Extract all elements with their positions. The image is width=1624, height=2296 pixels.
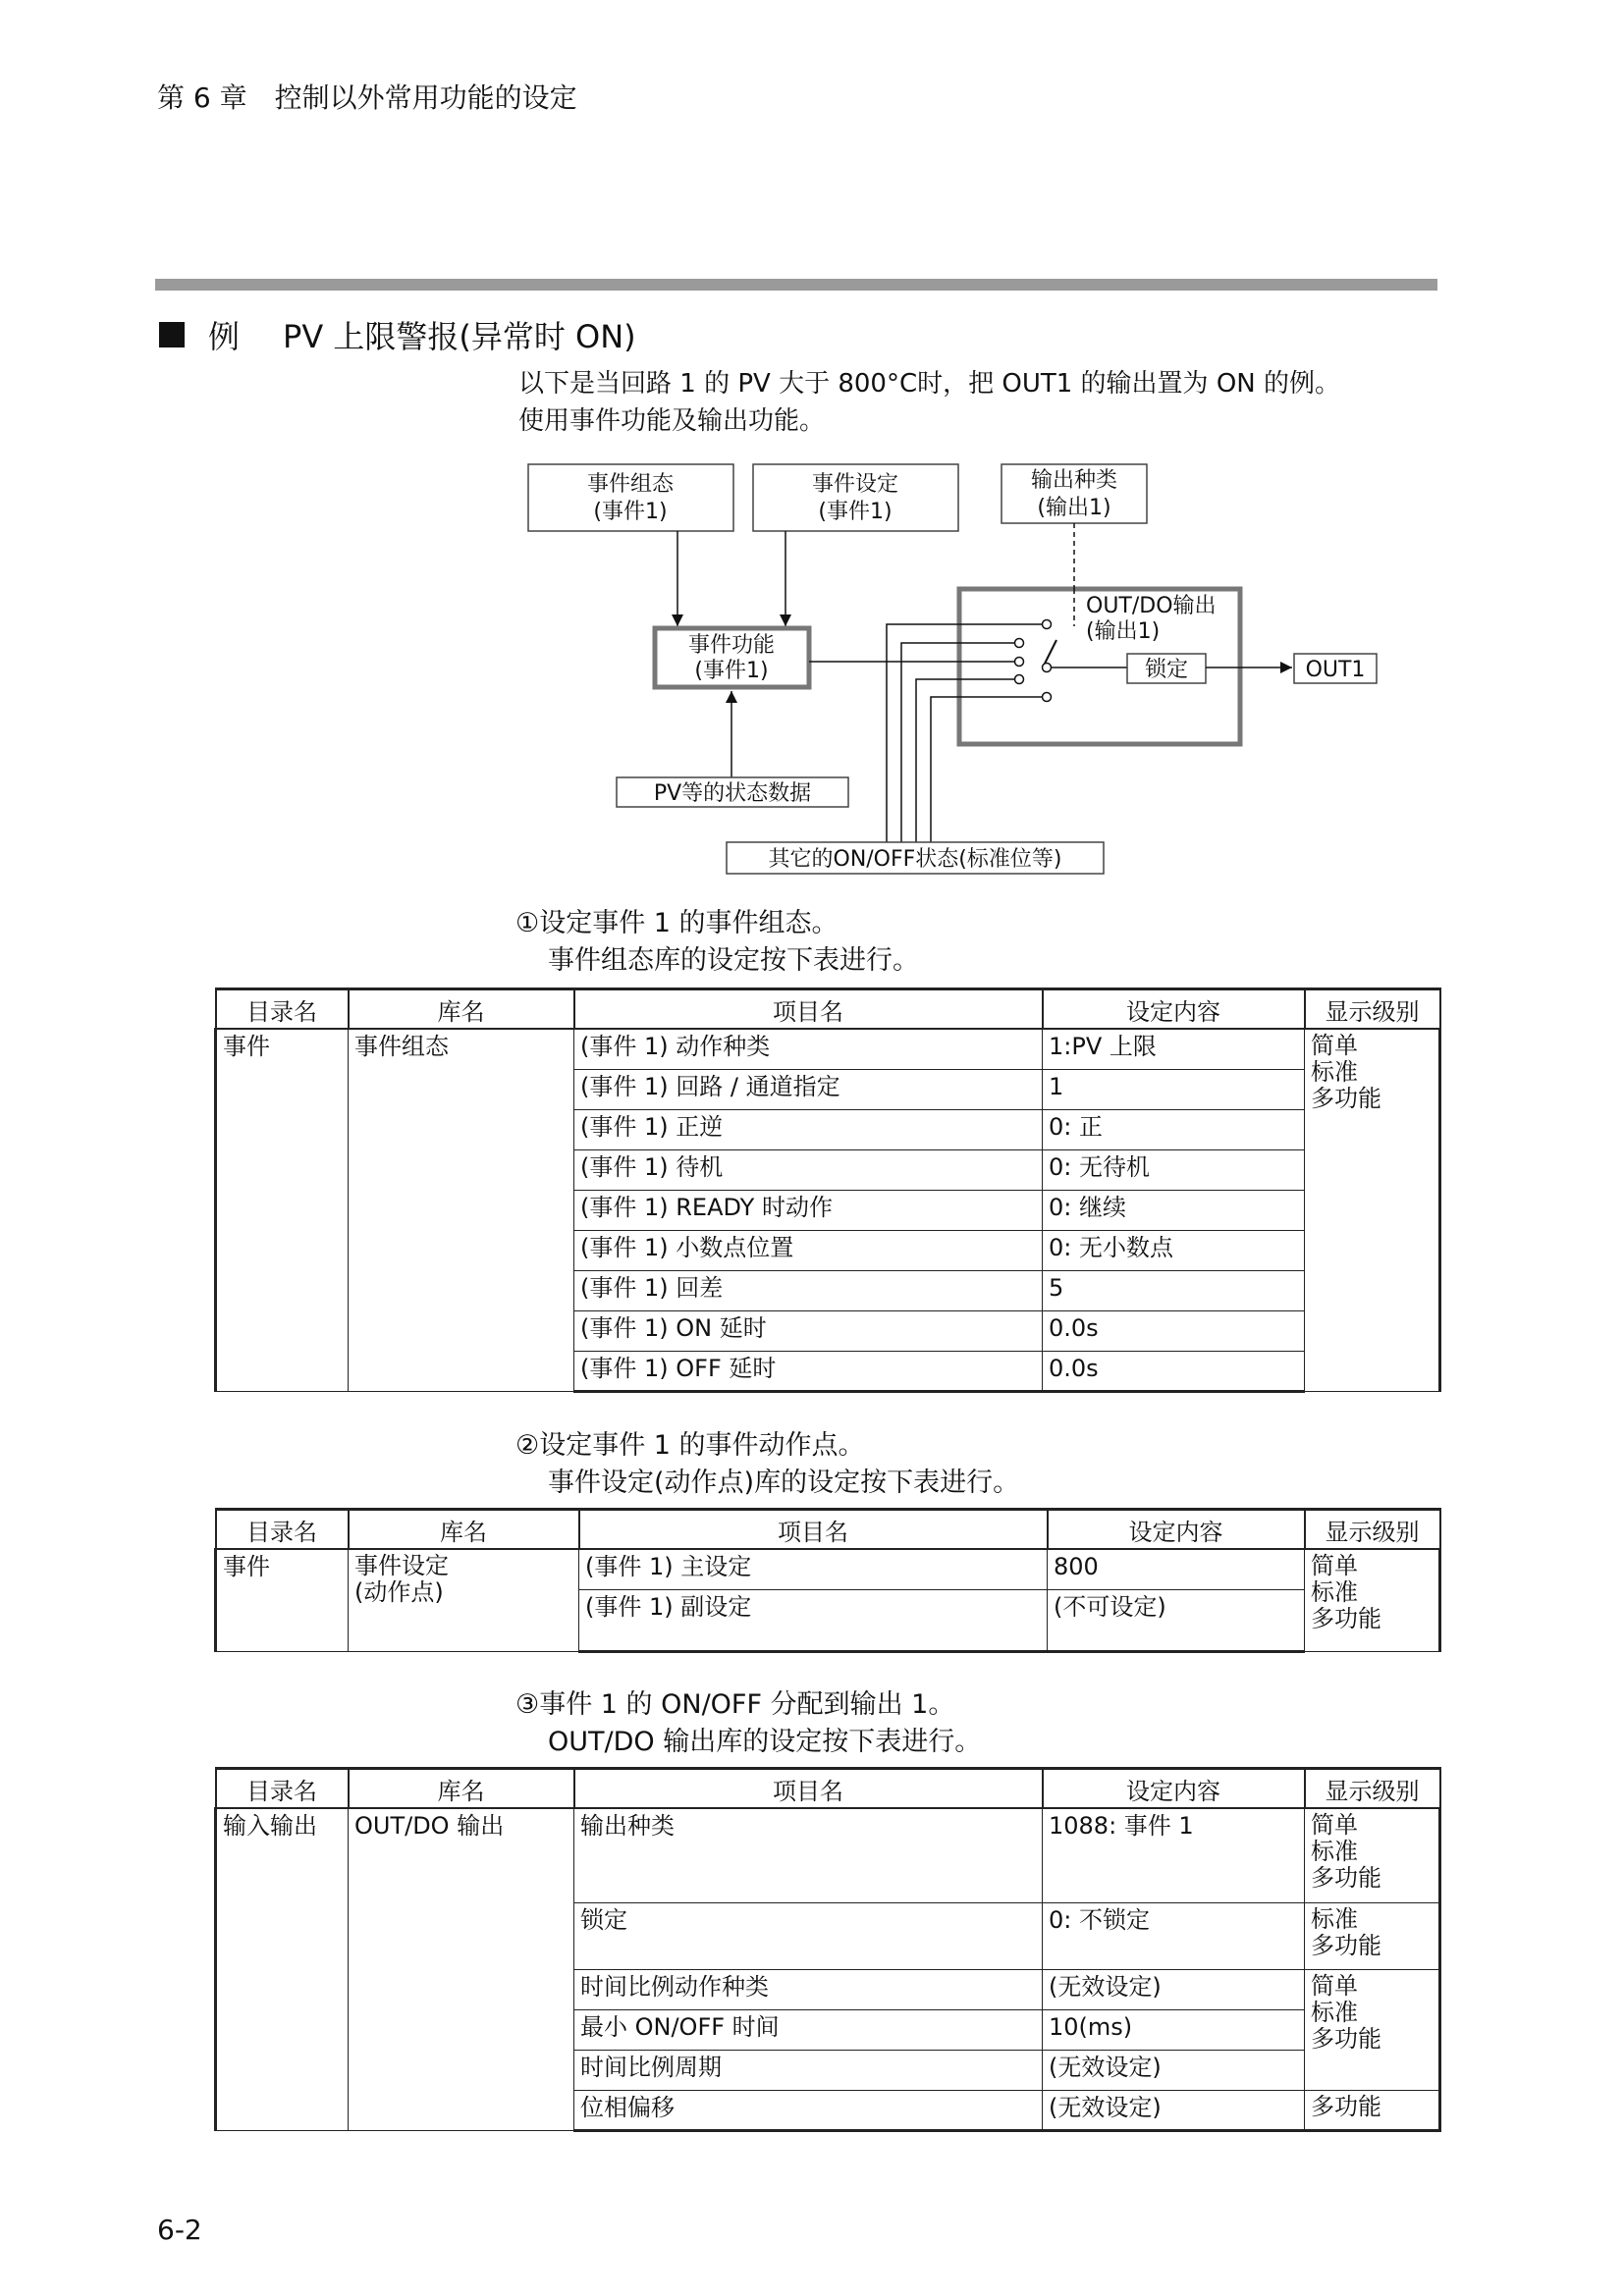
item-cell: 时间比例周期: [574, 2050, 1043, 2090]
level-cell: 简单 标准 多功能: [1305, 1969, 1440, 2090]
outdo-sub: (输出1): [1086, 619, 1161, 644]
bank-cell: 事件设定 (动作点): [349, 1549, 579, 1651]
item-cell: (事件 1) 待机: [574, 1149, 1043, 1190]
catalog-cell: 输入输出: [216, 1808, 349, 2130]
value-cell: 1088: 事件 1: [1043, 1808, 1305, 1902]
other-onoff-box: [727, 842, 1104, 874]
item-cell: 位相偏移: [574, 2090, 1043, 2130]
lock-label: 锁定: [1144, 658, 1189, 682]
item-cell: 输出种类: [574, 1808, 1043, 1902]
header-item: 项目名: [574, 1769, 1043, 1809]
item-cell: (事件 1) 回路 / 通道指定: [574, 1069, 1043, 1109]
value-cell: 10(ms): [1043, 2009, 1305, 2050]
header-item: 项目名: [579, 1510, 1048, 1550]
step3-title: ③事件 1 的 ON/OFF 分配到输出 1。: [515, 1689, 955, 1720]
header-catalog: 目录名: [216, 1510, 349, 1550]
intro-line-2: 使用事件功能及输出功能。: [518, 406, 826, 436]
outdo-output-table: [214, 1767, 1441, 2132]
item-cell: (事件 1) ON 延时: [574, 1310, 1043, 1351]
item-cell: (事件 1) READY 时动作: [574, 1190, 1043, 1230]
level-cell: 多功能: [1305, 2090, 1440, 2130]
header-bank: 库名: [349, 989, 574, 1030]
level-cell: 简单 标准 多功能: [1305, 1808, 1440, 1902]
chapter-header: 第 6 章 控制以外常用功能的设定: [157, 81, 577, 114]
output-type-label: 输出种类: [1030, 468, 1118, 493]
event-config-sub: (事件1): [593, 500, 668, 524]
value-cell: (不可设定): [1048, 1589, 1305, 1651]
level-cell: 简单 标准 多功能: [1305, 1029, 1440, 1391]
header-level: 显示级别: [1305, 1510, 1440, 1550]
item-cell: 最小 ON/OFF 时间: [574, 2009, 1043, 2050]
header-bank: 库名: [349, 1510, 579, 1550]
lock-box: [1127, 654, 1206, 683]
level-cell: 标准 多功能: [1305, 1902, 1440, 1969]
value-cell: 0: 正: [1043, 1109, 1305, 1149]
bank-cell: OUT/DO 输出: [349, 1808, 574, 2130]
value-cell: (无效设定): [1043, 2050, 1305, 2090]
header-level: 显示级别: [1305, 989, 1440, 1030]
event-config-label: 事件组态: [586, 472, 675, 497]
value-cell: (无效设定): [1043, 1969, 1305, 2009]
header-catalog: 目录名: [216, 1769, 349, 1809]
header-value: 设定内容: [1043, 989, 1305, 1030]
value-cell: 1:PV 上限: [1043, 1029, 1305, 1069]
value-cell: 1: [1043, 1069, 1305, 1109]
item-cell: 时间比例动作种类: [574, 1969, 1043, 2009]
bank-cell: 事件组态: [349, 1029, 574, 1391]
header-value: 设定内容: [1048, 1510, 1305, 1550]
step2-title: ②设定事件 1 的事件动作点。: [515, 1430, 865, 1461]
section-title: PV 上限警报(异常时 ON): [283, 318, 636, 355]
pv-data-label: PV等的状态数据: [653, 781, 812, 806]
value-cell: 0: 无待机: [1043, 1149, 1305, 1190]
value-cell: 0.0s: [1043, 1351, 1305, 1391]
section-label: 例: [208, 318, 241, 355]
event-setting-table: [214, 1508, 1441, 1653]
item-cell: (事件 1) 小数点位置: [574, 1230, 1043, 1270]
output-type-sub: (输出1): [1037, 496, 1111, 520]
value-cell: (无效设定): [1043, 2090, 1305, 2130]
item-cell: (事件 1) 主设定: [579, 1549, 1048, 1589]
out1-label: OUT1: [1305, 658, 1366, 682]
event-setting-label: 事件设定: [811, 472, 899, 497]
value-cell: 0: 无小数点: [1043, 1230, 1305, 1270]
header-bank: 库名: [349, 1769, 574, 1809]
header-level: 显示级别: [1305, 1769, 1440, 1809]
event-function-box: [655, 628, 809, 687]
item-cell: (事件 1) 回差: [574, 1270, 1043, 1310]
value-cell: 0: 继续: [1043, 1190, 1305, 1230]
item-cell: (事件 1) 动作种类: [574, 1029, 1043, 1069]
event-function-label: 事件功能: [687, 633, 776, 658]
catalog-cell: 事件: [216, 1549, 349, 1651]
catalog-cell: 事件: [216, 1029, 349, 1391]
page-number: 6-2: [157, 2214, 202, 2246]
value-cell: 5: [1043, 1270, 1305, 1310]
level-cell: 简单 标准 多功能: [1305, 1549, 1440, 1651]
step1-title: ①设定事件 1 的事件组态。: [515, 908, 839, 938]
item-cell: 锁定: [574, 1902, 1043, 1969]
event-config-table: [214, 988, 1441, 1393]
item-cell: (事件 1) 正逆: [574, 1109, 1043, 1149]
value-cell: 0: 不锁定: [1043, 1902, 1305, 1969]
event-setting-box: [753, 464, 958, 531]
step1-desc: 事件组态库的设定按下表进行。: [548, 945, 919, 976]
out1-box: [1294, 654, 1377, 683]
value-cell: 800: [1048, 1549, 1305, 1589]
item-cell: (事件 1) 副设定: [579, 1589, 1048, 1651]
event-config-box: [528, 464, 733, 531]
step3-desc: OUT/DO 输出库的设定按下表进行。: [548, 1727, 982, 1757]
header-item: 项目名: [574, 989, 1043, 1030]
header-catalog: 目录名: [216, 989, 349, 1030]
other-onoff-label: 其它的ON/OFF状态(标准位等): [768, 847, 1062, 872]
intro-line-1: 以下是当回路 1 的 PV 大于 800°C时，把 OUT1 的输出置为 ON 的例。: [518, 369, 1341, 399]
item-cell: (事件 1) OFF 延时: [574, 1351, 1043, 1391]
event-function-sub: (事件1): [694, 659, 769, 683]
output-type-box: [1001, 464, 1147, 523]
step2-desc: 事件设定(动作点)库的设定按下表进行。: [548, 1468, 1020, 1498]
header-value: 设定内容: [1043, 1769, 1305, 1809]
pv-data-box: [617, 777, 848, 807]
value-cell: 0.0s: [1043, 1310, 1305, 1351]
outdo-label: OUT/DO输出: [1086, 594, 1217, 618]
event-setting-sub: (事件1): [818, 500, 893, 524]
